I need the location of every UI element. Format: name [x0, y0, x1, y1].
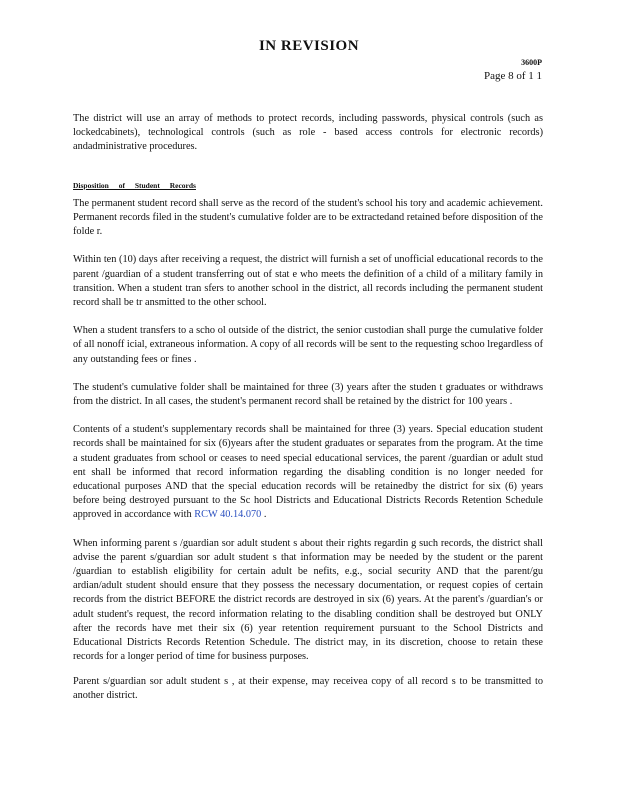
paragraph-transfer-outside: When a student transfers to a scho ol outside of the district, the senior custodian shall purge the cumulative folder of all nonoff icial, extraneous information. A copy of all records will be sent to the requesting schoo lregardless of any outstanding fees or fines . — [73, 325, 543, 365]
paragraph-informing-parents: When informing parent s /guardian sor adult student s about their rights regardin g such records, the district shall advise the parent s/guardian sor adult student s that information may be needed by the student or the parent /guardian to establish eligibility for certain adult be nefits, e.g., social security AND that the parent/gu ardian/adult student should ensure that they possess the necessary documentation, or request copies of certain records from the district BEFORE the district records are destroyed in six (6) years. At the parent's /guardian's or adult student's request, the record information relating to the disabling condition shall be destroyed but ONLY after the records have met their six (6) year retention requirement pursuant to the School Districts and Educational Districts Records Retention Schedule. The district may, in its discretion, choose to retain these records for a longer period of time for business purposes. — [73, 537, 543, 663]
supplementary-text: Contents of a student's supplementary records shall be maintained for three (3) years. Special education student records shall be maintained for six (6)years after the student graduates or separates from the program. At the time a student graduates from school or ceases to need special educational services, the parent /guardian or adult stud ent shall be informed that record information regarding the disabling condition is no longer needed for educational purposes AND that the special education records will be retainedby the district for six (6) years before being destroyed pursuant to the Sc hool Districts and Educational Districts Records Retention Schedule approved in accordance with — [73, 424, 543, 521]
document-body — [73, 112, 543, 717]
paragraph-copy-of-records: Parent s/guardian sor adult student s , at their expense, may receivea copy of all record s to be transmitted to another district. — [73, 675, 543, 701]
rcw-link[interactable]: RCW 40.14.070 — [194, 509, 262, 521]
revision-title: IN REVISION — [258, 38, 360, 54]
section-heading: Disposition of Student Records — [73, 180, 196, 190]
supplementary-end: . — [263, 509, 267, 521]
paragraph-cumulative-folder: The student's cumulative folder shall be maintained for three (3) years after the studen t graduates or withdraws from the district. In all cases, the student's permanent record shall be retained by the district for 100 years . — [73, 381, 543, 408]
policy-number: 3600P — [521, 58, 542, 67]
paragraph-record-protection: The district will use an array of methods to protect records, including passwords, physical controls (such as lockedcabinets), technological controls (such as role - based access controls for electronic records) andadministrative procedures. — [73, 113, 543, 153]
paragraph-supplementary-records — [73, 423, 543, 522]
paragraph-permanent-record: The permanent student record shall serve as the record of the student's school his tory and academic achievement. Permanent records filed in the student's cumulative folder are to be extractedand retained before disposition of the folde r. — [73, 197, 543, 238]
paragraph-records-request: Within ten (10) days after receiving a request, the district will furnish a set of unofficial educational records to the parent /guardian of a student transferring out of stat e who meets the definition of a child of a military family in transition. When a student tran sfers to another school in the district, all records including the permanent student record shall be tr ansmitted to the other school. — [73, 254, 543, 309]
page-number: Page 8 of 1 1 — [483, 70, 542, 82]
